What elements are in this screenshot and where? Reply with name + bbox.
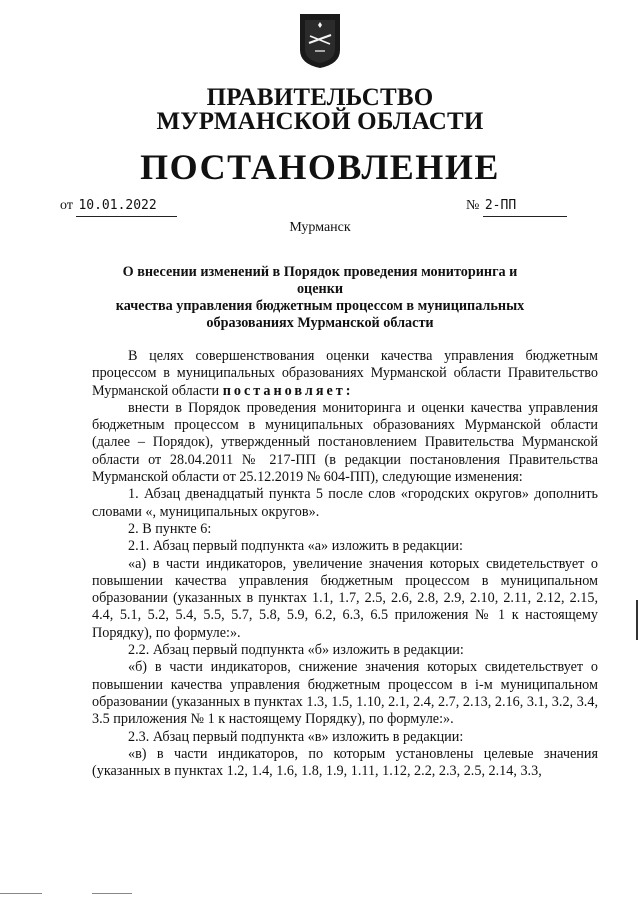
footer-rule bbox=[0, 893, 42, 894]
body-paragraph: 2.2. Абзац первый подпункта «б» изложить в редакции: bbox=[128, 642, 464, 659]
body-paragraph-preamble bbox=[92, 348, 598, 400]
number-prefix: № bbox=[466, 198, 480, 213]
scan-edge-mark bbox=[636, 600, 638, 640]
city-name: Мурманск bbox=[289, 220, 351, 235]
number-value: 2-ПП bbox=[483, 196, 567, 217]
subject-line2: качества управления бюджетным процессом в муниципальных bbox=[115, 298, 525, 314]
coat-of-arms-icon bbox=[297, 10, 343, 70]
date-value: 10.01.2022 bbox=[76, 196, 177, 217]
subject-line1: О внесении изменений в Порядок проведения мониторинга и оценки bbox=[122, 264, 518, 297]
subject-line3: образованиях Мурманской области bbox=[206, 315, 434, 331]
body-paragraph: 1. Абзац двенадцатый пункта 5 после слов «городских округов» дополнить словами «, муниципальных округов». bbox=[92, 486, 598, 520]
document-subject bbox=[110, 264, 530, 332]
document-body bbox=[92, 348, 598, 780]
document-type-title: ПОСТАНОВЛЕНИЕ bbox=[140, 147, 500, 187]
resolves-keyword: постановляет: bbox=[222, 382, 354, 399]
footer-rule bbox=[92, 893, 132, 894]
body-paragraph: внести в Порядок проведения мониторинга и оценки качества управления бюджетным процессом в муниципальных образованиях Мурманской области (далее – Порядок), утвержденный постановлением Правительства Мурманской области от 28.04.2011 № 217-ПП (в редакции постановления Правительства Мурманской области от 25.12.2019 № 604-ПП), следующие изменения: bbox=[92, 399, 598, 486]
body-paragraph: «в) в части индикаторов, по которым установлены целевые значения (указанных в пунктах 1.2, 1.4, 1.6, 1.8, 1.9, 1.11, 1.12, 2.2, 2.3, 2.5, 2.14, 3.3, bbox=[92, 745, 598, 780]
date-prefix: от bbox=[60, 198, 73, 213]
date-field bbox=[60, 196, 177, 217]
body-paragraph: 2.3. Абзац первый подпункта «в» изложить в редакции: bbox=[128, 728, 464, 745]
body-paragraph: 2. В пункте 6: bbox=[128, 520, 212, 537]
body-paragraph: 2.1. Абзац первый подпункта «а» изложить в редакции: bbox=[128, 538, 463, 555]
body-paragraph: «б) в части индикаторов, снижение значения которых свидетельствует о повышении качества управления бюджетным процессом в i-м муниципальном образовании (указанных в пунктах 1.3, 1.5, 1.10, 2.1, 2.4, 2.7, 2.13, 2.16, 3.1, 3.2, 3.4, 3.5 приложения № 1 к настоящему Порядку), по формуле:». bbox=[92, 659, 598, 728]
number-field bbox=[466, 196, 567, 217]
body-paragraph: «а) в части индикаторов, увеличение значения которых свидетельствует о повышении качества управления бюджетным процессом в муниципальном образовании (указанных в пунктах 1.1, 1.7, 2.5, 2.6, 2.8, 2.9, 2.10, 2.11, 2.12, 2.15, 4.4, 5.1, 5.2, 5.4, 5.5, 5.7, 5.8, 5.9, 6.2, 6.3, 6.5 приложения № 1 к настоящему Порядку), по формуле:». bbox=[92, 555, 598, 641]
preamble-text: В целях совершенствования оценки качества управления бюджетным процессом в муниципальных образованиях Мурманской области Правительство Мурманской области bbox=[92, 348, 598, 399]
org-title-line2: МУРМАНСКОЙ ОБЛАСТИ bbox=[156, 108, 484, 135]
org-title-line1: ПРАВИТЕЛЬСТВО bbox=[206, 84, 434, 111]
